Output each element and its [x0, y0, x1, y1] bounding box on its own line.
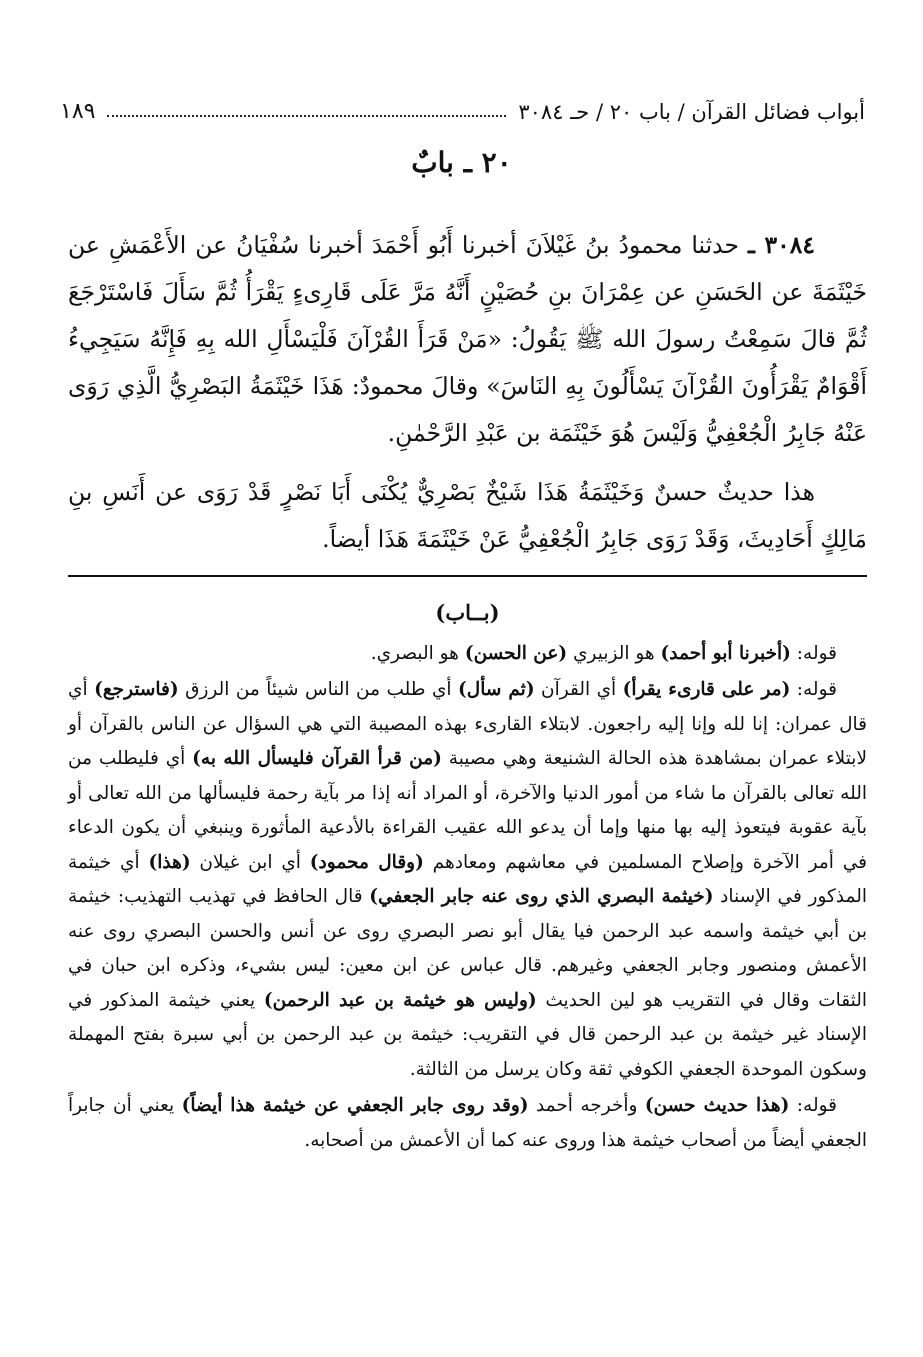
hadith-text-block	[68, 222, 867, 563]
running-title: أبواب فضائل القرآن / باب ٢٠ / حـ ٣٠٨٤	[518, 100, 865, 124]
commentary-paragraph	[68, 1089, 867, 1158]
quoted-lemma: (أخبرنا أبو أحمد)	[660, 642, 791, 664]
commentary-text: قوله:	[790, 642, 837, 664]
hadith-grading: هذا حديثٌ حسنٌ وَخَيْثَمَةُ هَذَا شَيْخٌ بَصْرِيٌّ يُكْنَى أَبَا نَصْرٍ قَدْ رَوَى عن أَنَسِ بنِ مَالِكٍ أَحَادِيثَ، وَقَدْ رَوَى جَابِرُ الْجُعْفِيُّ عَنْ خَيْثَمَةَ هَذَا أيضاً.	[68, 478, 867, 553]
quoted-lemma: (وليس هو خيثمة بن عبد الرحمن)	[263, 989, 537, 1011]
hadith-number: ٣٠٨٤ ـ	[747, 231, 815, 259]
quoted-lemma: (هذا)	[148, 851, 191, 873]
hadith-body: حدثنا محمودُ بنُ غَيْلاَنَ أخبرنا أَبُو أَحْمَدَ أخبرنا سُفْيَانُ عن الأَعْمَشِ عن خَيْثَمَةَ عن الحَسَنِ عن عِمْرَانَ بنِ حُصَيْنٍ أَنَّهُ مَرَّ عَلَى قَارِىءٍ يَقْرَأُ ثُمَّ سَأَلَ فَاسْتَرْجَعَ ثُمَّ قالَ سَمِعْتُ رسولَ الله ﷺ يَقُولُ: «مَنْ قَرَأَ القُرْآنَ فَلْيَسْأَلِ الله بِهِ فَإِنَّهُ سَيَجِيءُ أَقْوَامٌ يَقْرَأُونَ القُرْآنَ يَسْأَلُونَ بِهِ النَاسَ» وقالَ محمودٌ: هَذَا خَيْثَمَةُ البَصْرِيُّ الَّذِي رَوَى عَنْهُ جَابِرُ الْجُعْفِيُّ وَلَيْسَ هُوَ خَيْثَمَة بن عَبْدِ الرَّحْمٰنِ.	[68, 231, 867, 447]
leader-dots	[107, 115, 506, 117]
chapter-title: ٢٠ ـ بابٌ	[411, 146, 512, 179]
commentary-text: أي طلب من الناس شيئاً من الرزق	[178, 679, 459, 700]
commentary-text: هو الزبيري	[567, 642, 661, 664]
commentary-text: قوله:	[789, 1095, 837, 1116]
commentary-text: أي ابن غيلان	[190, 851, 310, 873]
commentary-text: يعني أن جابراً الجعفي أيضاً من أصحاب خيثمة هذا وروى عنه كما أن الأعمش من أصحابه.	[68, 1095, 867, 1151]
commentary-text: أي القرآن	[534, 679, 623, 700]
commentary-text: قال الحافظ في تهذيب التهذيب: خيثمة بن أبي خيثمة واسمه عبد الرحمن فيا يقال أبو نصر البصري روى عن أنس والحسن البصري روى عنه الأعمش ومنصور وجابر الجعفي وغيرهم. قال عباس عن ابن معين: ليس بشيء، وذكره ابن حبان في الثقات وقال في التقريب هو لين الحديث	[68, 886, 867, 1011]
commentary-text: هو البصري.	[370, 642, 465, 664]
quoted-lemma: (هذا حديث حسن)	[644, 1095, 790, 1116]
commentary-text: أي فليطلب من الله تعالى بالقرآن ما شاء من أمور الدنيا والآخرة، أو المراد أنه إذا مر بآية رحمة فليسألها من الله تعالى أو بآية عقوبة فيتعوذ إليه بها منها وإما أن يدعو الله عقيب القراءة بالأدعية المأثورة وينبغي أن يكون الدعاء في أمر الآخرة وإصلاح المسلمين في معاشهم ومعادهم	[68, 748, 867, 873]
quoted-lemma: (من قرأ القرآن فليسأل الله به)	[192, 748, 442, 769]
commentary-text: أي قال عمران: إنا لله وإنا إليه راجعون. لابتلاء القارىء بهذه المصيبة التي هي السؤال عن الناس بالقرآن أو لابتلاء عمران بمشاهدة هذه الحالة الشنيعة وهي مصيبة	[68, 679, 867, 769]
commentary-text: قوله:	[790, 679, 837, 700]
running-header	[60, 88, 865, 124]
commentary-text: وأخرجه أحمد	[528, 1095, 645, 1116]
commentary-paragraph	[68, 637, 867, 672]
commentary-title: (بــاب)	[435, 600, 500, 625]
commentary-paragraph	[68, 673, 867, 1087]
hadith-paragraph	[68, 222, 867, 457]
quoted-lemma: (وقد روى جابر الجعفي عن خيثمة هذا أيضاً)	[181, 1095, 529, 1116]
commentary-text: يعني خيثمة المذكور في الإسناد غير خيثمة بن عبد الرحمن قال في التقريب: خيثمة بن عبد الرحمن بن أبي سبرة بفتح المهملة وسكون الموحدة الجعفي الكوفي ثقة وكان يرسل من الثالثة.	[68, 989, 867, 1080]
quoted-lemma: (وقال محمود)	[309, 851, 424, 873]
quoted-lemma: (خيثمة البصري الذي روى عنه جابر الجعفي)	[369, 886, 714, 907]
page-number: ١٨٩	[60, 99, 96, 124]
quoted-lemma: (عن الحسن)	[464, 642, 568, 664]
commentary-body	[68, 637, 867, 1159]
commentary-text: أي خيثمة المذكور في الإسناد	[68, 851, 867, 907]
commentary-block	[68, 596, 867, 1158]
footnote-divider	[68, 575, 867, 577]
quoted-lemma: (مر على قارىء يقرأ)	[622, 679, 791, 700]
quoted-lemma: (فاسترجع)	[94, 679, 179, 700]
quoted-lemma: (ثم سأل)	[458, 679, 535, 700]
